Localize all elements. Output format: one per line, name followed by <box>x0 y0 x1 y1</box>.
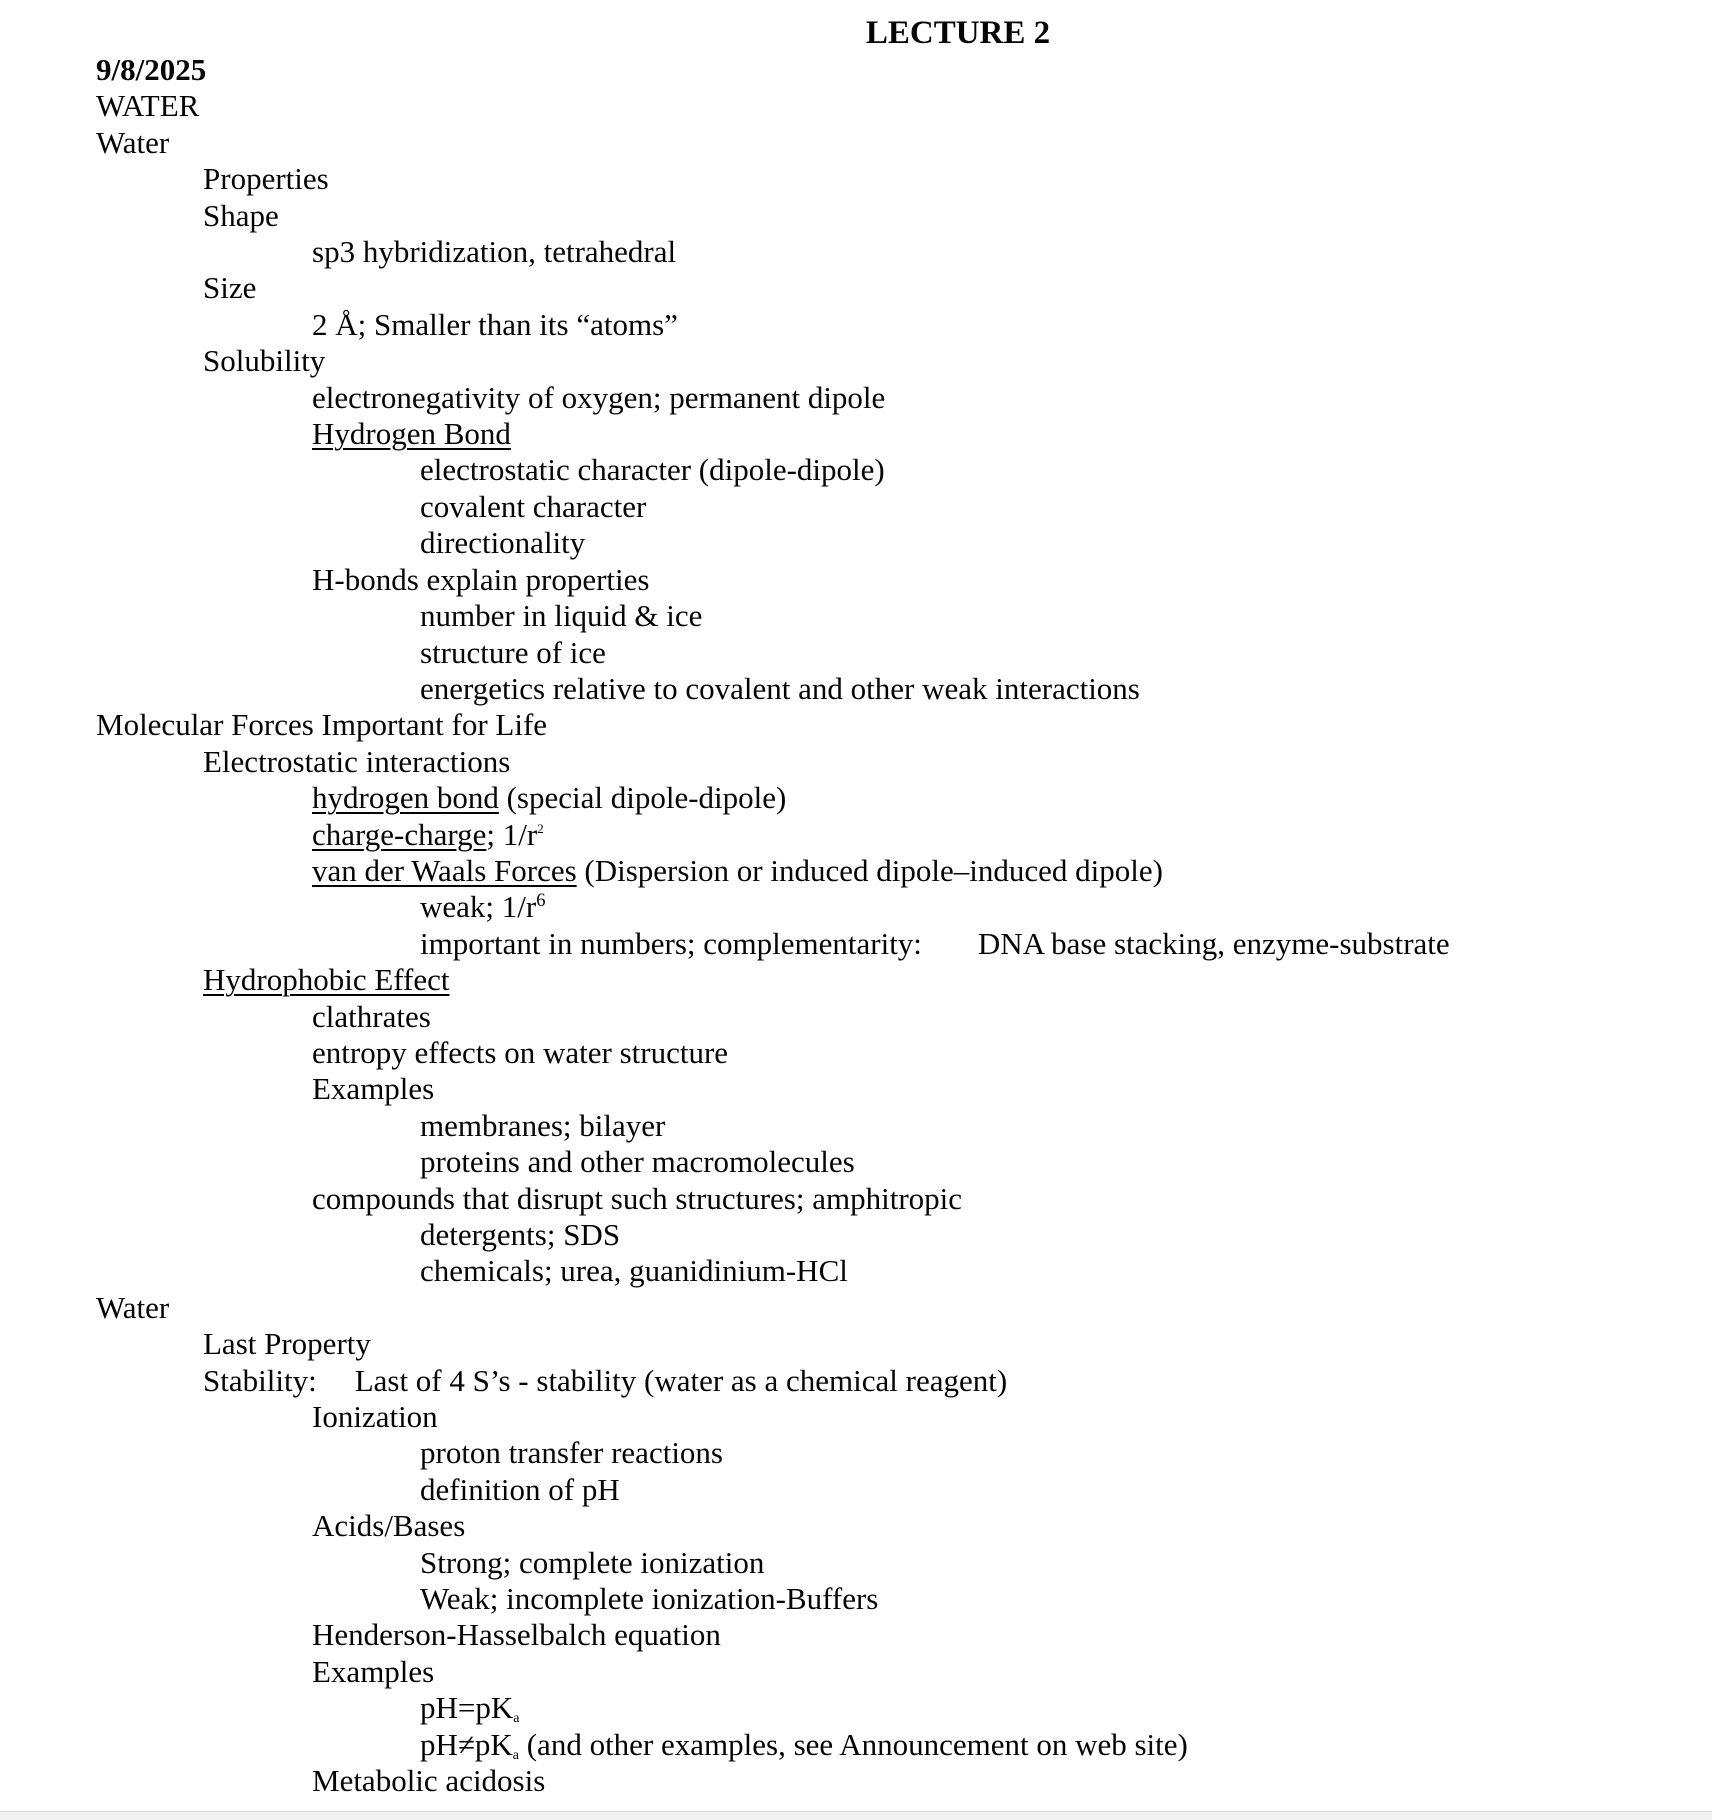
text-segment: covalent character <box>420 488 647 524</box>
outline-line <box>0 1508 1712 1544</box>
outline-line <box>0 1071 1712 1107</box>
text-segment: (and other examples, see Announcement on web site) <box>518 1726 1188 1762</box>
text-segment: van der Waals Forces <box>312 852 577 888</box>
text-segment: detergents; SDS <box>420 1217 621 1252</box>
text-segment: Stability: <box>203 1362 317 1398</box>
text-segment: directionality <box>420 525 586 561</box>
text-segment: 9/8/2025 <box>96 52 207 87</box>
text-segment: Last of 4 S’s - stability (water as a chemical reagent) <box>354 1362 1008 1398</box>
text-segment: Ionization <box>312 1399 438 1435</box>
outline-line <box>0 1108 1712 1144</box>
text-segment: Weak; incomplete ionization-Buffers <box>420 1581 879 1617</box>
text-segment: Examples <box>312 1071 435 1107</box>
outline-line <box>0 416 1712 452</box>
text-segment: proton transfer reactions <box>420 1435 723 1471</box>
text-segment: Size <box>203 270 257 306</box>
text-segment: energetics relative to covalent and other weak interactions <box>420 670 1140 706</box>
outline-line <box>0 707 1712 743</box>
text-segment: definition of pH <box>420 1471 620 1507</box>
outline-line <box>0 853 1712 889</box>
text-segment: sp3 hybridization, tetrahedral <box>312 234 677 270</box>
text-segment: entropy effects on water structure <box>312 1034 729 1070</box>
outline-line <box>0 52 1712 88</box>
text-segment: Water <box>96 1289 170 1325</box>
outline-line <box>0 562 1712 598</box>
outline-line <box>0 270 1712 306</box>
outline-line <box>0 489 1712 525</box>
outline-line <box>0 635 1712 671</box>
outline-line <box>0 598 1712 634</box>
outline-line <box>0 161 1712 197</box>
outline-line <box>0 380 1712 416</box>
text-segment: pH=pK <box>420 1690 514 1726</box>
outline-line <box>0 88 1712 124</box>
text-segment: ; 1/r <box>486 816 538 852</box>
outline-line <box>0 452 1712 488</box>
outline-line <box>0 1763 1712 1799</box>
page-title: LECTURE 2 <box>865 15 1051 51</box>
text-segment: electronegativity of oxygen; permanent dipole <box>312 379 886 415</box>
outline-line <box>0 926 1712 962</box>
outline-line <box>0 1435 1712 1471</box>
text-segment: proteins and other macromolecules <box>420 1144 855 1180</box>
text-segment: a <box>512 1747 519 1763</box>
outline-line <box>0 1144 1712 1180</box>
outline-line <box>0 198 1712 234</box>
text-segment: Molecular Forces Important for Life <box>96 707 548 743</box>
text-segment: chemicals; urea, guanidinium-HCl <box>420 1253 848 1289</box>
text-segment: 2 <box>537 820 544 836</box>
text-segment: Solubility <box>203 343 326 379</box>
text-segment: (special dipole-dipole) <box>498 780 787 816</box>
text-segment: a <box>513 1711 520 1727</box>
text-segment: Electrostatic interactions <box>203 743 511 779</box>
text-segment: structure of ice <box>420 634 606 670</box>
outline-line <box>0 234 1712 270</box>
outline-line <box>0 1581 1712 1617</box>
text-segment: Properties <box>203 161 329 197</box>
outline-line <box>0 1217 1712 1253</box>
text-segment: DNA base stacking, enzyme-substrate <box>977 925 1450 961</box>
outline-line <box>0 1545 1712 1581</box>
outline-line <box>0 1326 1712 1362</box>
text-segment: Shape <box>203 197 279 233</box>
outline-line <box>0 1253 1712 1289</box>
text-segment: membranes; bilayer <box>420 1107 666 1143</box>
outline-line <box>0 525 1712 561</box>
text-segment: Metabolic acidosis <box>312 1763 546 1799</box>
outline <box>0 52 1712 1800</box>
text-segment: H-bonds explain properties <box>312 561 650 597</box>
outline-line <box>0 817 1712 853</box>
outline-line <box>0 1035 1712 1071</box>
text-segment: compounds that disrupt such structures; amphitropic <box>312 1180 963 1216</box>
text-segment: Examples <box>312 1653 435 1689</box>
text-segment: 2 Å; Smaller than its “atoms” <box>312 306 678 342</box>
outline-line <box>0 744 1712 780</box>
text-segment: pH≠pK <box>420 1726 513 1762</box>
outline-line <box>0 1617 1712 1653</box>
outline-line <box>0 1399 1712 1435</box>
text-segment: (Dispersion or induced dipole–induced dipole) <box>576 852 1163 888</box>
text-segment: number in liquid & ice <box>420 598 703 634</box>
outline-line <box>0 1363 1712 1399</box>
outline-line <box>0 889 1712 925</box>
outline-line <box>0 1290 1712 1326</box>
outline-line <box>0 343 1712 379</box>
outline-line <box>0 962 1712 998</box>
outline-line <box>0 1727 1712 1763</box>
text-segment: WATER <box>96 88 200 124</box>
text-segment: Water <box>96 124 170 160</box>
text-segment: Henderson-Hasselbalch equation <box>312 1617 721 1653</box>
text-segment: weak; 1/r <box>420 889 537 925</box>
text-segment: 6 <box>536 890 546 912</box>
outline-line <box>0 999 1712 1035</box>
text-segment: Hydrophobic Effect <box>203 962 450 998</box>
outline-line <box>0 671 1712 707</box>
outline-line <box>0 307 1712 343</box>
text-segment: Strong; complete ionization <box>420 1544 765 1580</box>
text-segment: important in numbers; complementarity: <box>420 925 922 961</box>
text-segment: clathrates <box>312 998 431 1034</box>
text-segment: hydrogen bond <box>312 780 499 816</box>
text-segment: electrostatic character (dipole-dipole) <box>420 452 885 488</box>
text-segment: Last Property <box>203 1326 371 1362</box>
outline-line <box>0 1654 1712 1690</box>
outline-line <box>0 1690 1712 1726</box>
outline-line <box>0 125 1712 161</box>
text-segment: Hydrogen Bond <box>312 416 511 452</box>
horizontal-scrollbar-track[interactable] <box>0 1811 1712 1820</box>
outline-line <box>0 1472 1712 1508</box>
outline-line <box>0 1181 1712 1217</box>
outline-line <box>0 780 1712 816</box>
text-segment: charge-charge <box>312 816 487 852</box>
text-segment: Acids/Bases <box>312 1508 466 1544</box>
